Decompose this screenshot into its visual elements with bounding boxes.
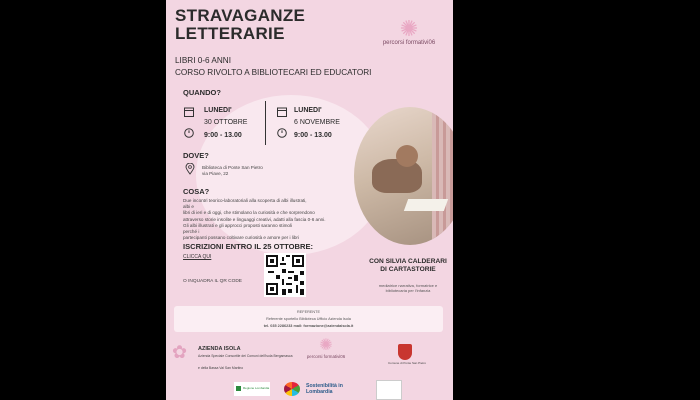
teacher-line-2: DI CARTASTORIE bbox=[380, 266, 436, 273]
title-line-1: STRAVAGANZE bbox=[175, 6, 306, 25]
footer-crest-text: Comune di Ponte San Pietro bbox=[388, 361, 427, 365]
info-label: REFERENTE bbox=[297, 310, 320, 314]
teacher-sub-line-1: mediatrice narrativa, formatrice e bbox=[378, 283, 438, 288]
event-poster bbox=[166, 0, 453, 400]
calendar-icon bbox=[184, 107, 194, 117]
region-logo bbox=[234, 382, 270, 396]
date1-day: LUNEDI' bbox=[204, 107, 232, 114]
calendar-icon bbox=[277, 107, 287, 117]
what-label: COSA? bbox=[183, 187, 210, 196]
what-description bbox=[183, 198, 353, 241]
click-here-link[interactable]: CLICCA QUI bbox=[183, 254, 212, 260]
what-line-2: albi e bbox=[183, 204, 194, 210]
date1-date: 30 OTTOBRE bbox=[204, 119, 248, 126]
subtitle-line-2: CORSO RIVOLTO A BIBLIOTECARI ED EDUCATORI bbox=[175, 68, 372, 77]
where-line-1: Biblioteca di Ponte San Pietro bbox=[202, 165, 263, 170]
subtitle-line-1: LIBRI 0-6 ANNI bbox=[175, 56, 231, 65]
what-line-4: attraverso storie insolite e linguaggi creativi, adatti alla fascia 0-6 anni. bbox=[183, 216, 326, 222]
what-line-6: perché i bbox=[183, 229, 200, 235]
info-line-2: tel. 035 2286233 mail: formazione@aziendaisola.it bbox=[263, 324, 354, 328]
teacher-description bbox=[366, 283, 450, 293]
footer-org-sub-2: e della Bassa Val San Martino bbox=[198, 366, 244, 370]
qr-code-icon bbox=[264, 253, 306, 297]
partner-logo-icon bbox=[376, 380, 402, 400]
what-line-1: Due incontri teorico-laboratoriali alla scoperta di albi illustrati, bbox=[183, 198, 307, 203]
date1-time: 9:00 - 13.00 bbox=[204, 132, 242, 139]
region-flag-icon bbox=[236, 386, 241, 391]
what-line-5: Gli albi illustrati e gli approcci proposti saranno stimoli bbox=[183, 222, 293, 228]
qr-instruction: O INQUADRA IL QR CODE bbox=[183, 279, 242, 284]
top-logo-text: percorsi formativi06 bbox=[382, 40, 436, 46]
date2-day: LUNEDI' bbox=[294, 107, 322, 114]
top-logo bbox=[373, 18, 445, 58]
registration-deadline: ISCRIZIONI ENTRO IL 25 OTTOBRE: bbox=[183, 242, 314, 251]
info-line-1: Referente sportello Biblioteca Ufficio Azienda Isola bbox=[266, 317, 351, 321]
poster-title bbox=[175, 7, 305, 43]
teacher-sub-line-2: bibliotecaria per l'infanzia bbox=[385, 288, 431, 293]
flower-icon: ✺ bbox=[319, 337, 333, 354]
footer-org-sub-1: Azienda Speciale Consortile dei Comuni dell'Isola Bergamasca bbox=[198, 354, 293, 358]
qr-code[interactable] bbox=[264, 253, 306, 297]
where-label: DOVE? bbox=[183, 151, 209, 160]
date2-date: 6 NOVEMBRE bbox=[294, 119, 340, 126]
teacher-line-1: CON SILVIA CALDERARI bbox=[369, 258, 447, 265]
what-line-3: libri di ieri e di oggi, che stimolano la curiosità e che sorprendono bbox=[183, 210, 315, 216]
what-line-7: partecipanti possano coltivare curiosità e amore per i libri bbox=[183, 235, 299, 241]
poster-subtitle bbox=[175, 55, 371, 79]
region-text: Regione Lombardia bbox=[243, 386, 270, 390]
contact-info-box bbox=[174, 306, 443, 332]
sustainability-brand: Sostenibilità in Lombardia bbox=[306, 383, 343, 395]
footer-percorsi-logo bbox=[296, 338, 356, 359]
when-label: QUANDO? bbox=[183, 88, 221, 97]
date-divider bbox=[265, 101, 266, 145]
teacher-name bbox=[364, 258, 452, 274]
clock-icon bbox=[277, 128, 287, 138]
child-reading-photo bbox=[354, 107, 453, 245]
sdg-wheel-icon bbox=[284, 382, 300, 396]
municipal-crest-icon bbox=[398, 344, 412, 360]
location-pin-icon bbox=[185, 163, 195, 175]
clock-icon bbox=[184, 128, 194, 138]
date2-time: 9:00 - 13.00 bbox=[294, 132, 332, 139]
footer-org-name: AZIENDA ISOLA bbox=[198, 346, 241, 352]
footer-logo-text: percorsi formativi06 bbox=[306, 354, 346, 359]
where-line-2: via Piave, 22 bbox=[202, 171, 229, 176]
title-line-2: LETTERARIE bbox=[175, 24, 285, 43]
azienda-isola-logo-icon: ✿ bbox=[172, 342, 188, 362]
flower-icon: ✺ bbox=[399, 16, 419, 41]
